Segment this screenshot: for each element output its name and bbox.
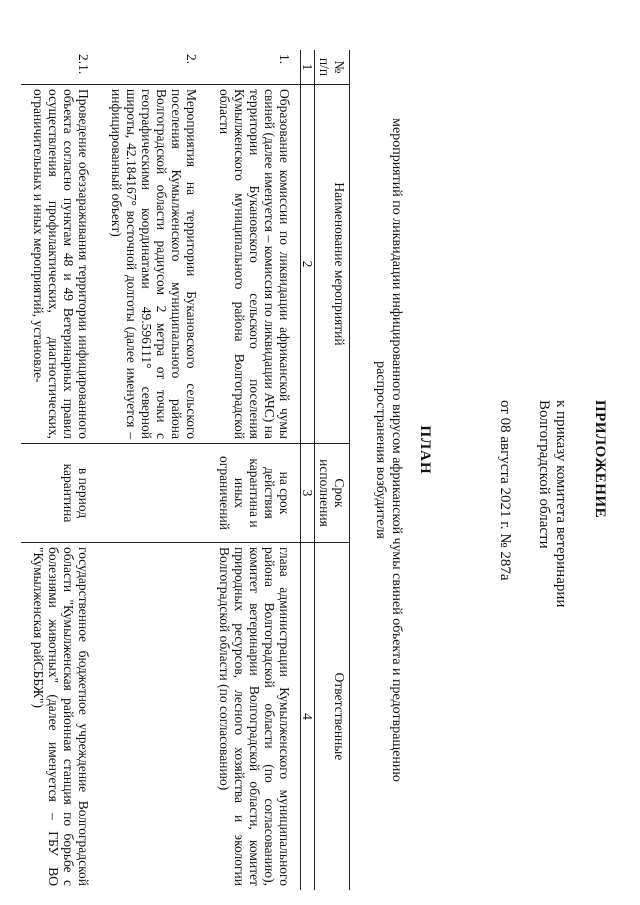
row-no: 1.	[207, 50, 301, 85]
row-no: 2.1.	[21, 50, 99, 85]
order-line-1: к приказу комитета ветеринарии	[553, 400, 569, 608]
row-name: Образование комиссии по ликвидации африканской чумы свиней (далее именуется – комиссия по ликвидации АЧС) на территории Букановского сельского поселения Кумылженского муниципального района Волгоградской области	[207, 85, 301, 444]
plan-title: ПЛАН	[417, 425, 433, 475]
table-row	[99, 50, 207, 890]
appendix-header	[496, 400, 608, 740]
row-resp: глава администрации Кумылженского муниципального района Волгоградской области (по согласованию), комитет ветеринарии Волгоградской области, комитет природных ресурсов, лесного хозяйства и экологии Волгоградской области (по согласованию)	[207, 543, 301, 891]
row-resp	[99, 543, 207, 891]
row-term: на срок действия карантина и иных ограничений	[207, 444, 301, 543]
order-date: от 08 августа 2021 г. № 287а	[497, 400, 513, 581]
header-resp: Ответственные	[315, 543, 350, 891]
order-line-2: Волгоградской области	[536, 400, 552, 549]
plan-subtitle: мероприятий по ликвидации инфицированного вирусом африканской чумы свиней объекта и предотвращению распространения возбудителя	[373, 118, 404, 782]
table-row	[207, 50, 301, 890]
table-row	[21, 50, 99, 890]
header-term: Срок исполнения	[315, 444, 350, 543]
col-number-2: 2	[301, 85, 315, 444]
row-no: 2.	[99, 50, 207, 85]
col-number-3: 3	[301, 444, 315, 543]
row-name: Проведение обеззараживания территории инфицированного объекта согласно пунктам 48 и 49 Ветеринарных правил осуществления профилактических, диагностических, ограничительных и иных мероприятий, установле-	[21, 85, 99, 444]
row-term: в период карантина	[21, 444, 99, 543]
col-number-4: 4	[301, 543, 315, 891]
plan-table	[21, 50, 350, 890]
column-number-row	[301, 50, 315, 890]
col-number-1: 1	[301, 50, 315, 85]
row-name: Мероприятия на территории Букановского сельского поселения Кумылженского муниципального района Волгоградской области радиусом 2 метра от точки с географическими координатами 49.596111° северной широты, 42.184167° восточной долготы (далее именуется – инфицированный объект)	[99, 85, 207, 444]
row-term	[99, 444, 207, 543]
document-page	[10, 10, 630, 890]
appendix-title: ПРИЛОЖЕНИЕ	[592, 400, 608, 519]
header-name: Наименование мероприятий	[315, 85, 350, 444]
table-header-row	[315, 50, 350, 890]
row-resp: государственное бюджетное учреждение Волгоградской области "Кумылженская районная станция по борьбе с болезнями животных" (далее именуется – ГБУ ВО "Кумылженская райСББЖ")	[21, 543, 99, 891]
header-no: № п/п	[315, 50, 350, 85]
